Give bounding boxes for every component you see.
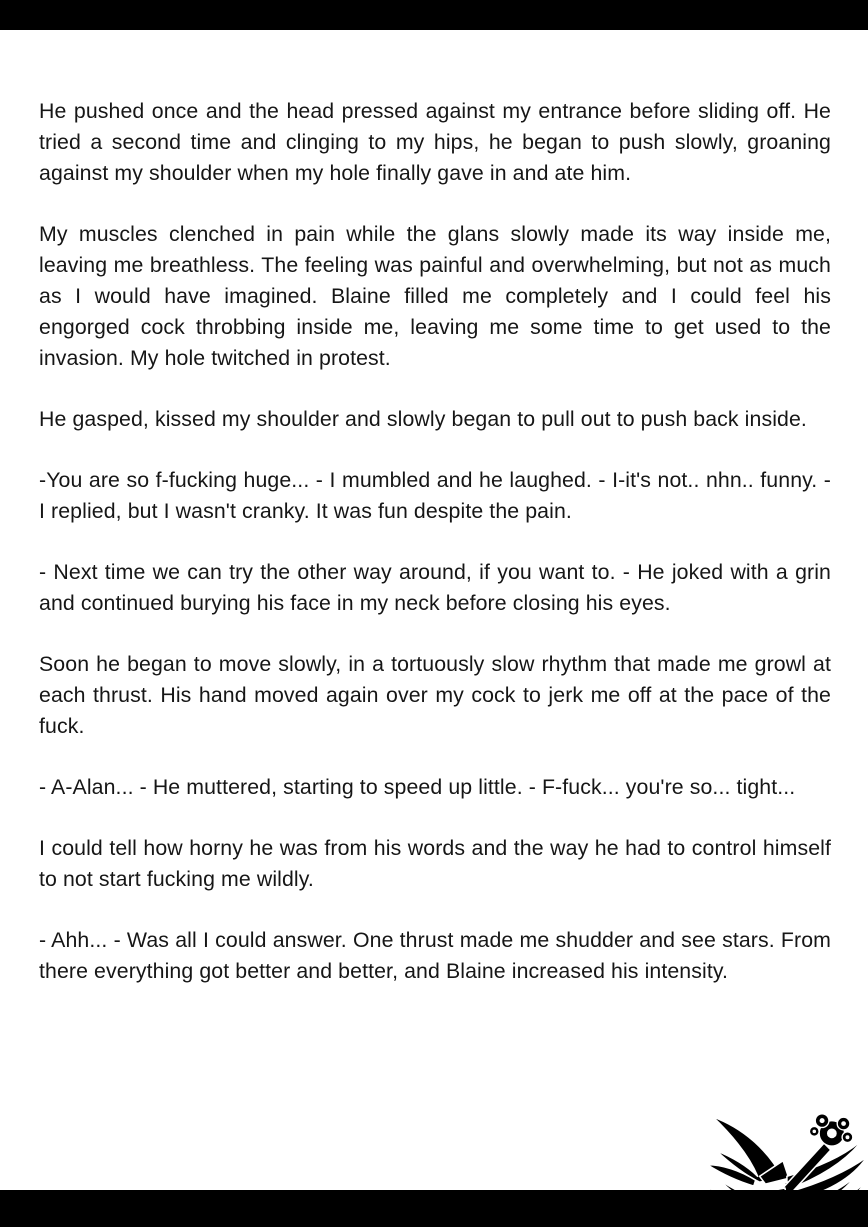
- story-paragraph: My muscles clenched in pain while the glans slowly made its way inside me, leaving me breathless. The feeling was painful and overwhelming, but not as much as I would have imagined. Blaine filled me completely and I could feel his engorged cock throbbing inside me, leaving me some time to get used to the invasion. My hole twitched in protest.: [39, 222, 831, 370]
- story-paragraph: Soon he began to move slowly, in a tortuously slow rhythm that made me growl at each thrust. His hand moved again over my cock to jerk me off at the pace of the fuck.: [39, 652, 831, 738]
- story-paragraph: He pushed once and the head pressed against my entrance before sliding off. He tried a second time and clinging to my hips, he began to push slowly, groaning against my shoulder when my hole finally gave in and ate him.: [39, 99, 831, 185]
- story-paragraph: - A-Alan... - He muttered, starting to speed up little. - F-fuck... you're so... tight...: [39, 775, 796, 799]
- top-letterbox-bar: [0, 0, 868, 30]
- story-paragraph: -You are so f-fucking huge... - I mumbled and he laughed. - I-it's not.. nhn.. funny. - I replied, but I wasn't cranky. It was fun despite the pain.: [39, 468, 831, 523]
- story-text-block: [39, 96, 831, 1017]
- story-paragraph: - Next time we can try the other way around, if you want to. - He joked with a grin and continued burying his face in my neck before closing his eyes.: [39, 560, 831, 615]
- bottom-letterbox-bar: [0, 1190, 868, 1227]
- story-paragraph: He gasped, kissed my shoulder and slowly began to pull out to push back inside.: [39, 407, 807, 431]
- story-paragraph: I could tell how horny he was from his words and the way he had to control himself to not start fucking me wildly.: [39, 836, 831, 891]
- story-paragraph: - Ahh... - Was all I could answer. One thrust made me shudder and see stars. From there everything got better and better, and Blaine increased his intensity.: [39, 928, 831, 983]
